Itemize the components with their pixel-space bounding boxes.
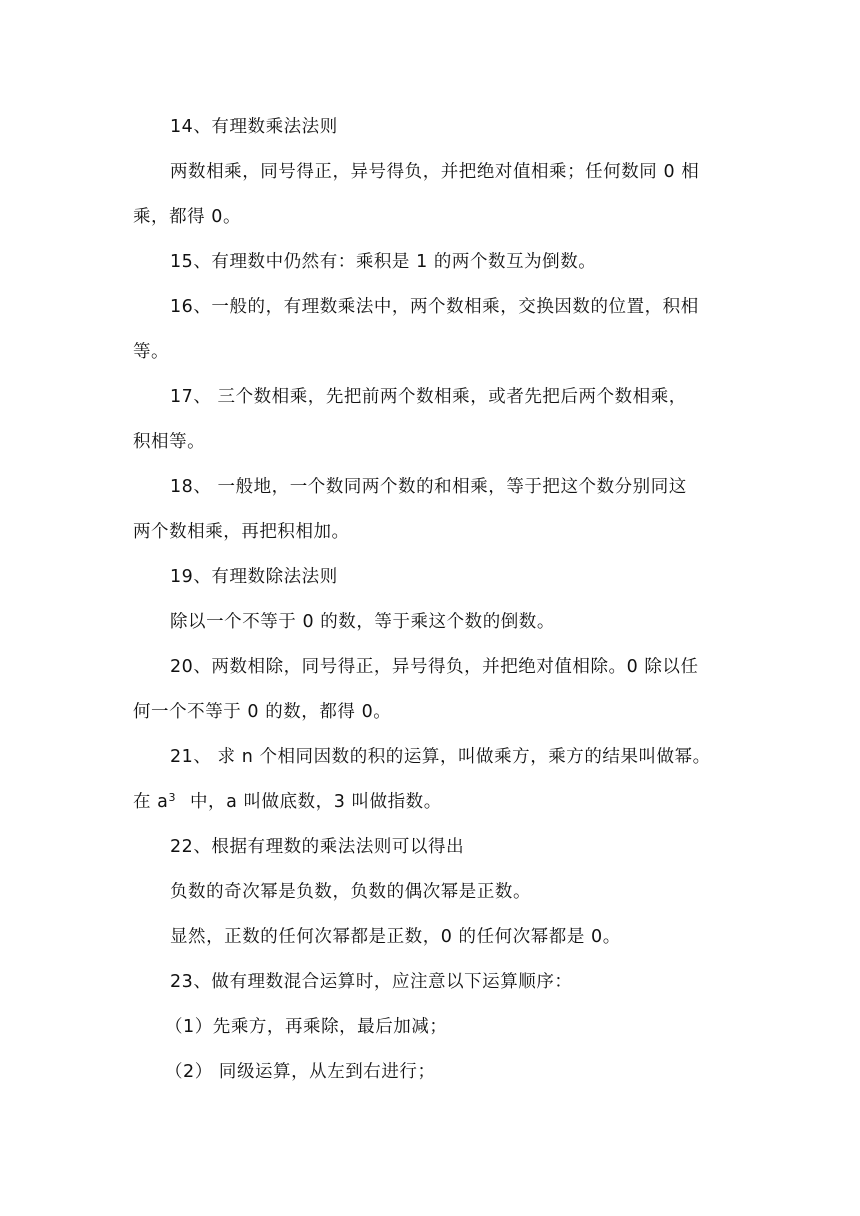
text-line: 17、 三个数相乘，先把前两个数相乘，或者先把后两个数相乘， [170,387,687,407]
paragraph-division-by-reciprocal [133,600,733,645]
paragraph-positive-and-zero-powers [133,915,733,960]
paragraph-negative-powers [133,870,733,915]
paragraph-division-signs [133,645,733,735]
heading-order-of-operations [133,960,733,1005]
text-fragment: 中，a 叫做底数，3 叫做指数。 [190,792,442,812]
paragraph-associative [133,375,733,465]
text-line: 两数相乘，同号得正，异号得负，并把绝对值相乘；任何数同 0 相 [170,162,700,182]
text-line: 18、 一般地，一个数同两个数的和相乘，等于把这个数分别同这 [170,477,687,497]
text-line: 两个数相乘，再把积相加。 [133,522,350,542]
text-line: （1）先乘方，再乘除，最后加减； [165,1017,448,1037]
paragraph-exponentiation [133,735,733,825]
text-line: 积相等。 [133,432,206,452]
text-line: 16、一般的，有理数乘法中，两个数相乘，交换因数的位置，积相 [170,297,699,317]
text-line: 显然，正数的任何次幂都是正数，0 的任何次幂都是 0。 [170,927,621,947]
list-item-order-2 [128,1050,728,1095]
text-line: 乘，都得 0。 [133,207,242,227]
heading-division-rule [133,555,733,600]
text-line: 等。 [133,342,170,362]
list-item-order-1 [128,1005,728,1050]
text-line: 20、两数相除，同号得正，异号得负，并把绝对值相除。0 除以任 [170,657,699,677]
text-line: 除以一个不等于 0 的数，等于乘这个数的倒数。 [170,612,555,632]
text-line-with-exponent [133,780,733,825]
text-line: 何一个不等于 0 的数，都得 0。 [133,702,392,722]
text-line: 22、根据有理数的乘法法则可以得出 [170,837,465,857]
text-line: 负数的奇次幂是负数，负数的偶次幂是正数。 [170,882,531,902]
text-line: （2） 同级运算，从左到右进行； [165,1062,436,1082]
paragraph-distributive [133,465,733,555]
text-fragment: 在 a [133,792,169,812]
text-line: 14、有理数乘法法则 [170,117,338,137]
text-line: 21、 求 n 个相同因数的积的运算，叫做乘方，乘方的结果叫做幂。 [170,747,711,767]
heading-multiplication-rule [133,105,733,150]
text-line: 15、有理数中仍然有：乘积是 1 的两个数互为倒数。 [170,252,597,272]
paragraph-multiplication-rule [133,150,733,240]
heading-power-sign-rule [133,825,733,870]
paragraph-commutative [133,285,733,375]
paragraph-reciprocal [133,240,733,285]
text-line: 19、有理数除法法则 [170,567,338,587]
text-line: 23、做有理数混合运算时，应注意以下运算顺序： [170,972,573,992]
exponent: 3 [168,791,176,804]
